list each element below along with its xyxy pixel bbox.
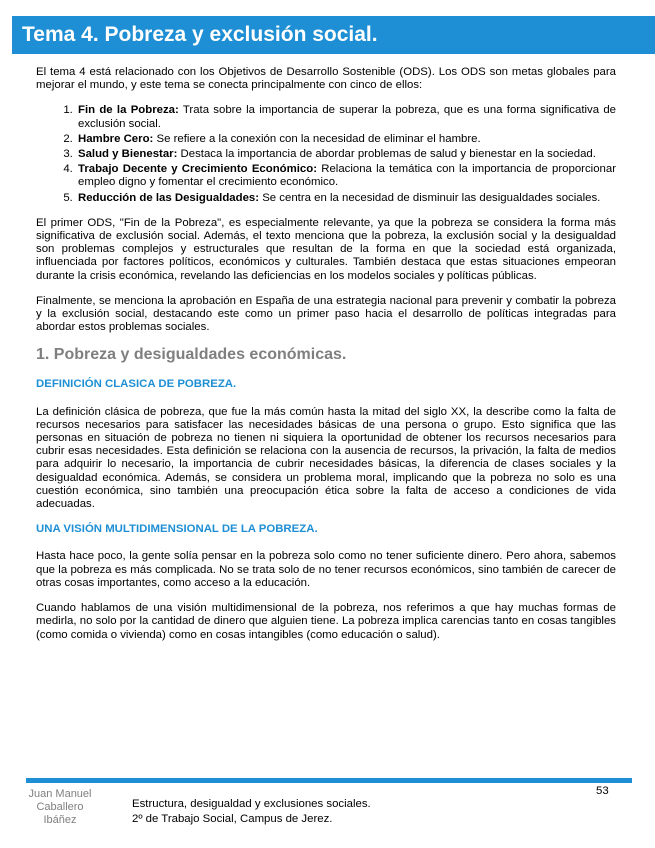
page-title: Tema 4. Pobreza y exclusión social.	[22, 23, 378, 46]
ods-list	[36, 104, 616, 204]
list-item	[76, 104, 616, 130]
footer-author	[10, 788, 110, 827]
document-body	[36, 66, 616, 654]
author-line: Ibáñez	[43, 814, 77, 826]
list-item-title: Trabajo Decente y Crecimiento Económico:	[78, 163, 318, 176]
subsection-heading: UNA VISIÓN MULTIDIMENSIONAL DE LA POBREZA.	[36, 523, 318, 536]
list-item-text: Relaciona la temática con la importancia de proporcionar empleo digno y fomentar el crecimiento económico.	[78, 163, 616, 189]
body-paragraph: Cuando hablamos de una visión multidimensional de la pobreza, nos referimos a que hay muchas formas de medirla, no solo por la cantidad de dinero que alguien tiene. La pobreza implica carencias tanto en cosas tangibles (como comida o vivienda) como en cosas intangibles (como educación o salud).	[36, 602, 616, 641]
list-item-text: Se centra en la necesidad de disminuir las desigualdades sociales.	[259, 191, 601, 204]
list-item-title: Fin de la Pobreza:	[78, 104, 179, 117]
list-item	[76, 163, 616, 189]
list-item-text: Se refiere a la conexión con la necesidad de eliminar el hambre.	[153, 132, 481, 145]
footer-divider	[26, 778, 632, 783]
list-item-title: Salud y Bienestar:	[78, 148, 178, 161]
subsection-heading: DEFINICIÓN CLASICA DE POBREZA.	[36, 378, 237, 391]
list-item-text: Destaca la importancia de abordar problemas de salud y bienestar en la sociedad.	[177, 148, 596, 161]
body-paragraph: El primer ODS, "Fin de la Pobreza", es especialmente relevante, ya que la pobreza se considera la forma más significativa de exclusión social. Además, el texto menciona que la pobreza, la exclusión social y la desigualdad son problemas complejos y estructurales que resultan de la forma en que la sociedad está organizada, influenciada por factores políticos, económicos y culturales. También destaca que estas situaciones empeoran durante la crisis económica, revelando las deficiencias en los modelos sociales y políticas públicas.	[36, 216, 616, 282]
footer-course	[132, 797, 371, 827]
list-item-text: Trata sobre la importancia de superar la pobreza, que es una forma significativa de exclusión social.	[78, 104, 616, 130]
course-line: 2º de Trabajo Social, Campus de Jerez.	[132, 813, 333, 825]
list-item-title: Reducción de las Desigualdades:	[78, 191, 260, 204]
list-item	[76, 133, 616, 146]
course-line: Estructura, desigualdad y exclusiones sociales.	[132, 798, 371, 810]
page-number: 53	[596, 785, 609, 797]
body-paragraph: Hasta hace poco, la gente solía pensar en la pobreza solo como no tener suficiente dinero. Pero ahora, sabemos que la pobreza es más complicada. No se trata solo de no tener recursos económicos, sino también de carecer de otras cosas importantes, como acceso a la educación.	[36, 550, 616, 589]
body-paragraph: Finalmente, se menciona la aprobación en España de una estrategia nacional para prevenir y combatir la pobreza y la exclusión social, destacando este como un primer paso hacia el desarrollo de políticas integradas para abordar estos problemas sociales.	[36, 294, 616, 334]
list-item	[76, 148, 616, 161]
intro-paragraph: El tema 4 está relacionado con los Objetivos de Desarrollo Sostenible (ODS). Los ODS son metas globales para mejorar el mundo, y este tema se conecta principalmente con cinco de ellos:	[36, 66, 616, 92]
body-paragraph: La definición clásica de pobreza, que fue la más común hasta la mitad del siglo XX, la describe como la falta de recursos necesarios para satisfacer las necesidades básicas de una persona o grupo. Esto significa que las personas en situación de pobreza no tienen ni siquiera la oportunidad de obtener los recursos necesarios para cubrir esas necesidades. Esta definición se relaciona con la ausencia de recursos, la privación, la falta de medios para adquirir lo necesario, la importancia de cubrir necesidades básicas, la diferencia de clases sociales y la desigualdad económica. Además, se considera un problema moral, implicando que la pobreza no solo es una cuestión económica, sino también una preocupación ética sobre la falta de acceso a condiciones de vida adecuadas.	[36, 405, 616, 511]
author-line: Juan Manuel	[28, 788, 92, 800]
section-heading: 1. Pobreza y desigualdades económicas.	[36, 346, 347, 364]
list-item-title: Hambre Cero:	[78, 132, 154, 145]
author-line: Caballero	[36, 801, 84, 813]
list-item	[76, 192, 616, 205]
title-bar	[12, 16, 655, 54]
